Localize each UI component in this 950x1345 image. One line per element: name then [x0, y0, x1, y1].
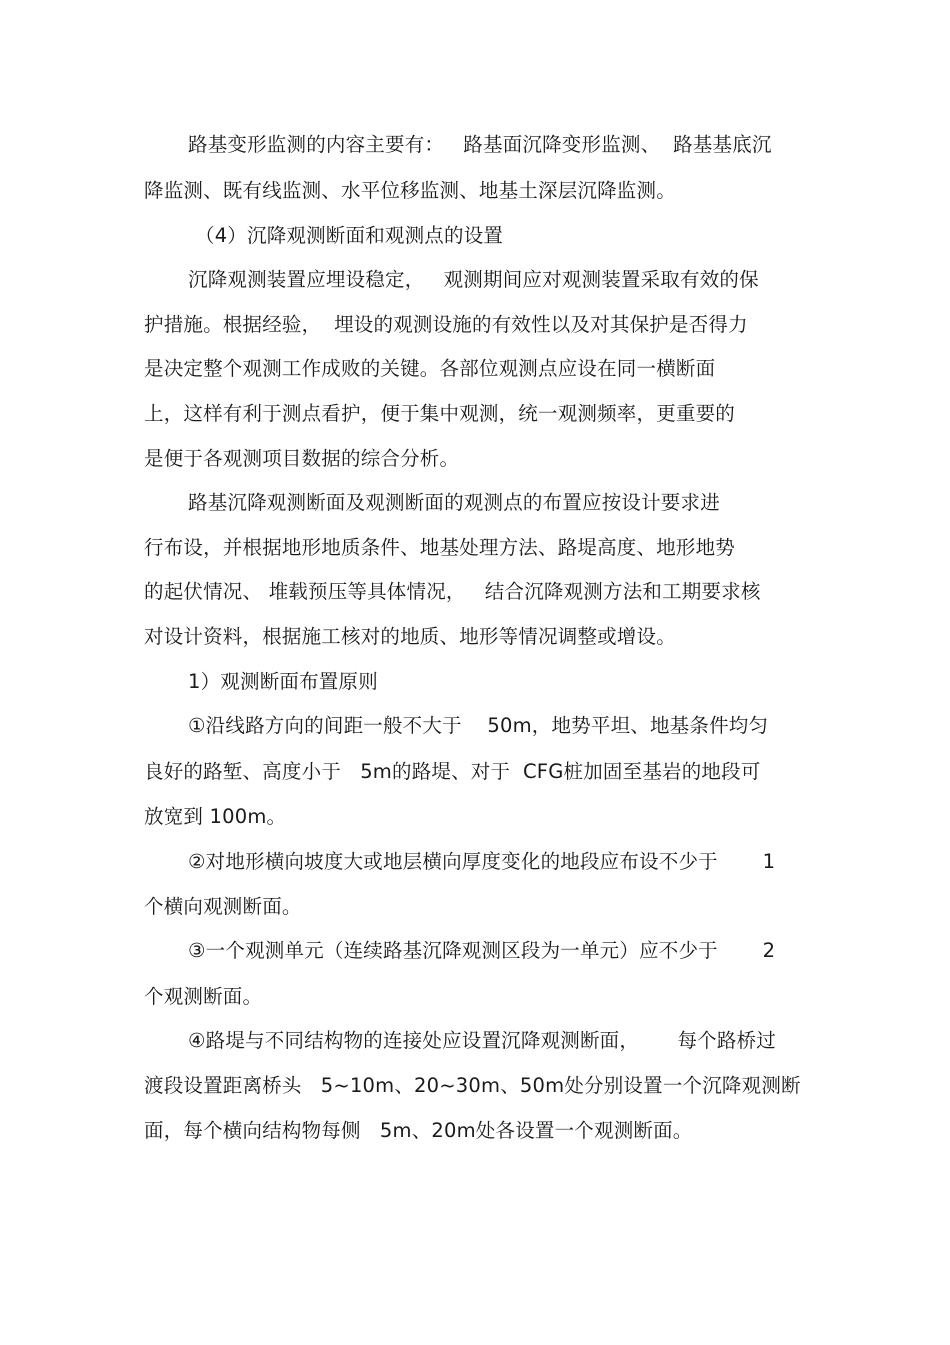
- list-item-line: 放宽到 100m。: [144, 805, 287, 828]
- paragraph-line: 上，这样有利于测点看护，便于集中观测，统一观测频率，更重要的: [144, 402, 736, 425]
- paragraph-line: 沉降观测装置应埋设稳定， 观测期间应对观测装置采取有效的保: [188, 268, 759, 291]
- section-heading: （4）沉降观测断面和观测点的设置: [195, 224, 504, 247]
- list-item-line: 面，每个横向结构物每侧 5m、20m处各设置一个观测断面。: [144, 1119, 693, 1142]
- list-item-line: 个横向观测断面。: [144, 895, 302, 918]
- paragraph-line: 路基变形监测的内容主要有： 路基面沉降变形监测、 路基基底沉: [188, 133, 772, 156]
- list-item-line: 良好的路堑、高度小于 5m的路堤、对于 CFG桩加固至基岩的地段可: [144, 760, 761, 783]
- list-item-line: ①沿线路方向的间距一般不大于 50m，地势平坦、地基条件均匀: [188, 714, 769, 737]
- paragraph-line: 降监测、既有线监测、水平位移监测、地基土深层沉降监测。: [144, 179, 676, 202]
- list-item-line: ③一个观测单元（连续路基沉降观测区段为一单元）应不少于 2: [188, 939, 776, 962]
- list-item-line: 个观测断面。: [144, 985, 263, 1008]
- list-item-line: ②对地形横向坡度大或地层横向厚度变化的地段应布设不少于 1: [188, 850, 776, 873]
- paragraph-line: 路基沉降观测断面及观测断面的观测点的布置应按设计要求进: [188, 491, 720, 514]
- paragraph-line: 是决定整个观测工作成败的关键。各部位观测点应设在同一横断面: [144, 357, 716, 380]
- subsection-heading: 1）观测断面布置原则: [188, 670, 378, 693]
- paragraph-line: 护措施。根据经验， 埋设的观测设施的有效性以及对其保护是否得力: [144, 313, 748, 336]
- paragraph-line: 是便于各观测项目数据的综合分析。: [144, 447, 460, 470]
- list-item-line: ④路堤与不同结构物的连接处应设置沉降观测断面， 每个路桥过: [188, 1029, 776, 1052]
- paragraph-line: 的起伏情况、 堆载预压等具体情况， 结合沉降观测方法和工期要求核: [144, 580, 761, 603]
- paragraph-line: 对设计资料，根据施工核对的地质、地形等情况调整或增设。: [144, 625, 676, 648]
- list-item-line: 渡段设置距离桥头 5~10m、20~30m、50m处分别设置一个沉降观测断: [144, 1074, 801, 1097]
- paragraph-line: 行布设，并根据地形地质条件、地基处理方法、路堤高度、地形地势: [144, 536, 736, 559]
